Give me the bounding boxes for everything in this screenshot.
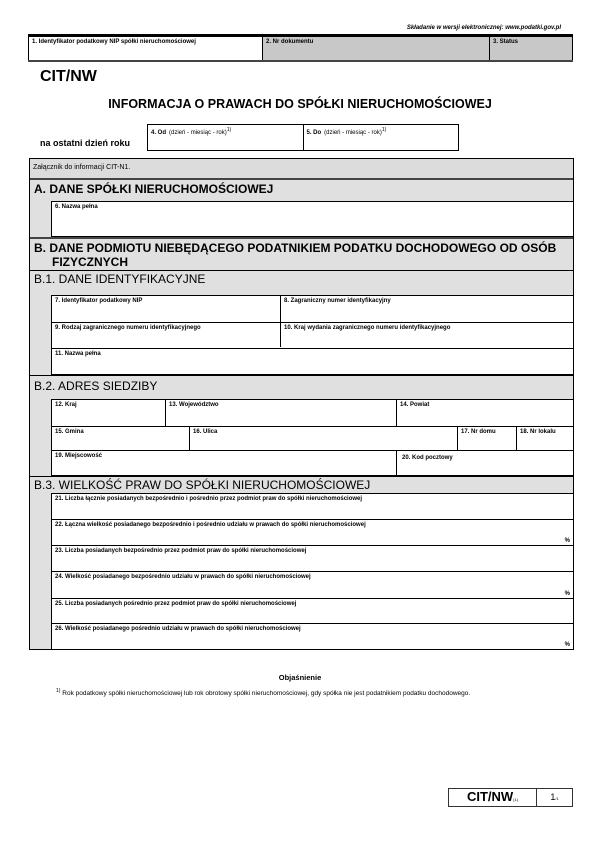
- house-number-field[interactable]: [458, 427, 517, 450]
- footer-code: [449, 789, 537, 806]
- city-field[interactable]: [52, 451, 397, 475]
- section-b-title-line1: B. DANE PODMIOTU NIEBĘDĄCEGO PODATNIKIEM PODATKU DOCHODOWEGO OD OSÓB: [34, 241, 557, 255]
- form-body: [29, 158, 574, 650]
- country-field[interactable]: [52, 400, 166, 426]
- nip-label: 1. Identyfikator podatkowy NIP spółki nieruchomościowej: [32, 39, 196, 45]
- field-label: 25. Liczba posiadanych pośrednio przez podmiot praw do spółki nieruchomościowej: [55, 601, 297, 607]
- page-number: 1: [550, 792, 556, 802]
- section-b3-title: B.3. WIELKOŚĆ PRAW DO SPÓŁKI NIERUCHOMOŚCIOWEJ: [34, 478, 371, 492]
- indirect-rights-count-field[interactable]: [52, 599, 573, 624]
- period-fields: [147, 124, 459, 151]
- date-from-hint: (dzień - miesiąc - rok): [169, 130, 227, 136]
- footer-page: [537, 789, 572, 806]
- field-label: 21. Liczba łącznie posiadanych bezpośrednio i pośrednio przez podmiot praw do spółki nieruchomościowej: [55, 496, 363, 502]
- percent-suffix: %: [564, 591, 570, 597]
- percent-suffix: %: [564, 642, 570, 648]
- foreign-id-country-field[interactable]: [281, 323, 573, 348]
- field-label: 8. Zagraniczny numer identyfikacyjny: [284, 298, 391, 304]
- total-rights-count-field[interactable]: [52, 494, 573, 520]
- field-label: 18. Nr lokalu: [520, 429, 556, 435]
- section-a-title: A. DANE SPÓŁKI NIERUCHOMOŚCIOWEJ: [34, 182, 274, 196]
- county-field[interactable]: [397, 400, 573, 426]
- section-b-title: [30, 239, 573, 269]
- footer-form-id: [448, 788, 573, 807]
- nip-field[interactable]: [28, 37, 262, 60]
- foreign-id-field[interactable]: [281, 296, 573, 322]
- field-label: 23. Liczba posiadanych bezpośrednio przez podmiot praw do spółki nieruchomościowej: [55, 548, 307, 554]
- municipality-field[interactable]: [52, 427, 190, 450]
- section-b1-title: B.1. DANE IDENTYFIKACYJNE: [34, 272, 206, 286]
- status-field: [489, 37, 573, 60]
- footnote-ref: 1): [226, 127, 232, 133]
- divider: [30, 375, 573, 376]
- b2-fields: [51, 399, 574, 476]
- electronic-submission-note: Składanie w wersji elektronicznej: www.podatki.gov.pl: [406, 25, 561, 31]
- footnote-marker: 1): [56, 688, 61, 694]
- footnote-ref: 1): [381, 127, 387, 133]
- field-label: 22. Łączna wielkość posiadanego bezpośrednio i pośrednio udziału w prawach do spółki nieruchomościowej: [55, 522, 366, 528]
- field-label: 13. Województwo: [169, 402, 219, 408]
- status-label: 3. Status: [493, 39, 519, 45]
- direct-share-field[interactable]: [52, 572, 573, 599]
- page-total: /1: [555, 796, 559, 801]
- postal-code-field[interactable]: [397, 451, 573, 475]
- field-label: 19. Miejscowość: [55, 453, 103, 459]
- document-number-label: 2. Nr dokumentu: [266, 39, 314, 45]
- footer-version: (1): [513, 797, 519, 802]
- form-title: INFORMACJA O PRAWACH DO SPÓŁKI NIERUCHOMOŚCIOWEJ: [108, 97, 492, 111]
- date-from-num: 4. Od: [151, 130, 167, 136]
- apartment-number-field[interactable]: [517, 427, 573, 450]
- date-from-field[interactable]: [148, 125, 303, 150]
- total-share-field[interactable]: [52, 520, 573, 546]
- date-to-hint: (dzień - miesiąc - rok): [324, 130, 382, 136]
- field-label: 9. Rodzaj zagranicznego numeru identyfikacyjnego: [55, 325, 201, 331]
- period-label: na ostatni dzień roku: [40, 138, 131, 148]
- annex-note: Załącznik do informacji CIT-N1.: [30, 159, 573, 180]
- header-fields: [28, 34, 573, 62]
- field-label: 10. Kraj wydania zagranicznego numeru identyfikacyjnego: [284, 325, 451, 331]
- field-label: 20. Kod pocztowy: [402, 455, 453, 461]
- foreign-id-type-field[interactable]: [52, 323, 280, 348]
- field-label: 14. Powiat: [400, 402, 430, 408]
- section-b2-title: B.2. ADRES SIEDZIBY: [34, 379, 158, 393]
- percent-suffix: %: [564, 538, 570, 544]
- direct-rights-count-field[interactable]: [52, 546, 573, 572]
- full-name-a-field[interactable]: [51, 201, 574, 237]
- field-label: 12. Kraj: [55, 402, 77, 408]
- field-label: 7. Identyfikator podatkowy NIP: [55, 298, 143, 304]
- field-label: 24. Wielkość posiadanego bezpośrednio udziału w prawach do spółki nieruchomościowej: [55, 574, 311, 580]
- field-label: 11. Nazwa pełna: [55, 351, 101, 357]
- explanation-title: Objaśnienie: [278, 673, 322, 682]
- nip-b-field[interactable]: [52, 296, 280, 322]
- field-label: 26. Wielkość posiadanego pośrednio udziału w prawach do spółki nieruchomościowej: [55, 626, 301, 632]
- date-to-field[interactable]: [303, 125, 459, 150]
- street-field[interactable]: [190, 427, 458, 450]
- indirect-share-field[interactable]: [52, 624, 573, 649]
- footnote-text: Rok podatkowy spółki nieruchomościowej lub rok obrotowy spółki nieruchomościowej, gdy spółka nie jest podatnikiem podatku dochodowego.: [62, 690, 471, 698]
- b1-fields: [51, 295, 574, 375]
- explanation-note: [56, 688, 470, 697]
- field-label: 15. Gmina: [55, 429, 84, 435]
- field-label: 17. Nr domu: [461, 429, 496, 435]
- date-to-num: 5. Do: [306, 130, 322, 136]
- full-name-b-field[interactable]: [52, 349, 573, 374]
- document-number-field: [262, 37, 489, 60]
- form-code: CIT/NW: [40, 68, 97, 85]
- field-label: 16. Ulica: [193, 429, 218, 435]
- b3-fields: [51, 493, 574, 650]
- footer-code-text: CIT/NW: [466, 789, 514, 804]
- section-b-title-line2: FIZYCZNYCH: [52, 255, 128, 269]
- field-label: 6. Nazwa pełna: [55, 204, 98, 210]
- voivodeship-field[interactable]: [166, 400, 397, 426]
